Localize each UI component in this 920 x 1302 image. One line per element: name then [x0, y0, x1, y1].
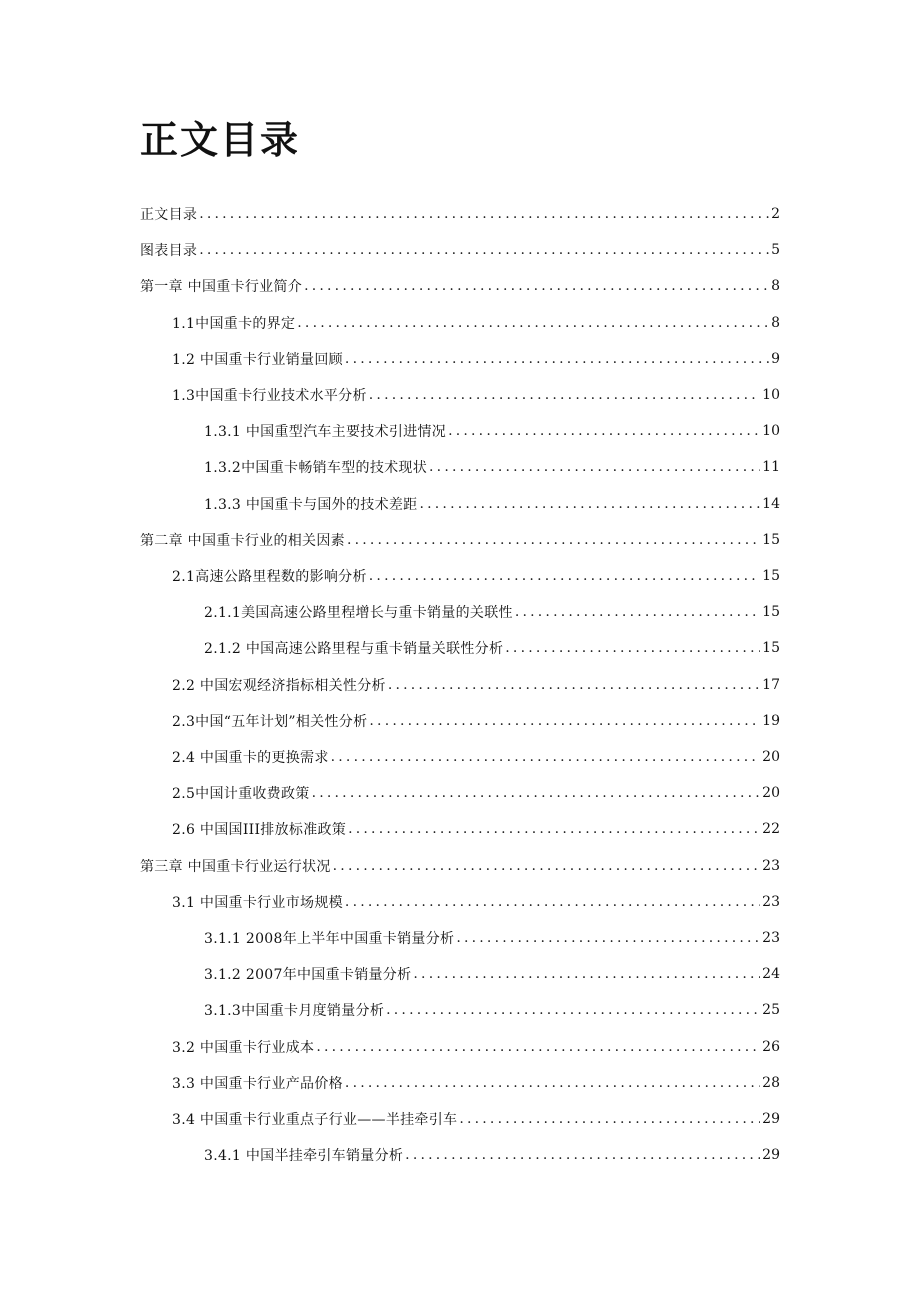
dot-leader	[369, 386, 760, 404]
dot-leader	[331, 748, 761, 766]
toc-entry-label: 3.1.2 2007年中国重卡销量分析	[204, 967, 412, 983]
toc-entry[interactable]	[204, 486, 780, 522]
dot-leader	[405, 1146, 760, 1164]
toc-entry[interactable]	[172, 775, 780, 811]
dot-leader	[369, 712, 760, 730]
toc-entry[interactable]	[172, 703, 780, 739]
toc-entry-label: 1.1中国重卡的界定	[172, 316, 296, 332]
toc-entry-page-number: 29	[762, 1111, 780, 1127]
toc-entry[interactable]	[140, 232, 780, 268]
toc-entry[interactable]	[204, 920, 780, 956]
toc-entry[interactable]	[204, 413, 780, 449]
dot-leader	[515, 603, 760, 621]
toc-entry[interactable]	[172, 811, 780, 847]
toc-entry-page-number: 20	[762, 749, 780, 765]
page-title: 正文目录	[140, 118, 301, 162]
toc-entry-label: 第二章 中国重卡行业的相关因素	[140, 533, 345, 549]
toc-entry-page-number: 23	[762, 930, 780, 946]
toc-entry-page-number: 11	[762, 459, 780, 475]
toc-entry-label: 1.2 中国重卡行业销量回顾	[172, 352, 343, 368]
dot-leader	[347, 531, 760, 549]
toc-entry-page-number: 29	[762, 1147, 780, 1163]
toc-entry-page-number: 23	[762, 894, 780, 910]
dot-leader	[333, 857, 761, 875]
toc-entry[interactable]	[204, 449, 780, 485]
toc-entry-page-number: 23	[762, 858, 780, 874]
toc-entry-label: 3.3 中国重卡行业产品价格	[172, 1076, 343, 1092]
toc-entry[interactable]	[140, 522, 780, 558]
toc-entry-label: 第三章 中国重卡行业运行状况	[140, 859, 331, 875]
toc-entry[interactable]	[140, 848, 780, 884]
toc-entry[interactable]	[140, 268, 780, 304]
toc-entry-page-number: 25	[762, 1002, 780, 1018]
dot-leader	[448, 422, 760, 440]
toc-entry[interactable]	[172, 377, 780, 413]
toc-entry-label: 1.3.1 中国重型汽车主要技术引进情况	[204, 424, 447, 440]
toc-entry-label: 3.1 中国重卡行业市场规模	[172, 895, 343, 911]
toc-entry-page-number: 19	[762, 713, 780, 729]
toc-entry-page-number: 24	[762, 966, 780, 982]
toc-entry-label: 3.1.1 2008年上半年中国重卡销量分析	[204, 931, 455, 947]
dot-leader	[505, 639, 760, 657]
toc-entry-label: 1.3中国重卡行业技术水平分析	[172, 388, 367, 404]
toc-entry[interactable]	[172, 667, 780, 703]
toc-entry[interactable]	[172, 739, 780, 775]
toc-entry[interactable]	[204, 992, 780, 1028]
dot-leader	[345, 1074, 760, 1092]
toc-entry[interactable]	[140, 196, 780, 232]
dot-leader	[304, 277, 769, 295]
toc-entry-page-number: 22	[762, 821, 780, 837]
toc-entry-label: 2.1.2 中国高速公路里程与重卡销量关联性分析	[204, 641, 504, 657]
toc-entry[interactable]	[204, 1137, 780, 1173]
dot-leader	[413, 965, 760, 983]
toc-entry-page-number: 14	[762, 496, 780, 512]
toc-entry-page-number: 20	[762, 785, 780, 801]
dot-leader	[386, 1001, 760, 1019]
toc-entry-label: 2.2 中国宏观经济指标相关性分析	[172, 678, 386, 694]
toc-entry-page-number: 15	[762, 532, 780, 548]
toc-entry-label: 2.3中国“五年计划”相关性分析	[172, 714, 368, 730]
toc-entry-page-number: 10	[762, 387, 780, 403]
dot-leader	[297, 314, 769, 332]
toc-entry[interactable]	[172, 341, 780, 377]
toc-entry-label: 3.2 中国重卡行业成本	[172, 1040, 315, 1056]
toc-entry-label: 3.1.3中国重卡月度销量分析	[204, 1003, 385, 1019]
dot-leader	[456, 929, 760, 947]
toc-entry-label: 3.4 中国重卡行业重点子行业——半挂牵引车	[172, 1112, 458, 1128]
toc-entry-page-number: 17	[762, 677, 780, 693]
dot-leader	[388, 676, 760, 694]
toc-entry-label: 2.1.1美国高速公路里程增长与重卡销量的关联性	[204, 605, 513, 621]
dot-leader	[429, 458, 760, 476]
toc-entry-page-number: 28	[762, 1075, 780, 1091]
toc-entry-page-number: 26	[762, 1039, 780, 1055]
toc-entry[interactable]	[172, 1029, 780, 1065]
toc-entry[interactable]	[172, 558, 780, 594]
toc-entry-label: 2.5中国计重收费政策	[172, 786, 310, 802]
dot-leader	[345, 350, 769, 368]
dot-leader	[345, 893, 760, 911]
toc-entry-page-number: 9	[771, 351, 780, 367]
toc-entry-label: 图表目录	[140, 243, 198, 259]
toc-entry-label: 正文目录	[140, 207, 198, 223]
toc-entry[interactable]	[204, 630, 780, 666]
toc-entry[interactable]	[172, 305, 780, 341]
toc-entry-label: 第一章 中国重卡行业简介	[140, 279, 303, 295]
dot-leader	[459, 1110, 760, 1128]
toc-entry-label: 2.6 中国国III排放标准政策	[172, 822, 347, 838]
dot-leader	[199, 205, 769, 223]
dot-leader	[312, 784, 761, 802]
toc-entry[interactable]	[204, 956, 780, 992]
dot-leader	[316, 1038, 760, 1056]
toc-entry-page-number: 10	[762, 423, 780, 439]
toc-entry-label: 2.4 中国重卡的更换需求	[172, 750, 329, 766]
toc-entry-page-number: 8	[771, 278, 780, 294]
toc-entry-label: 2.1高速公路里程数的影响分析	[172, 569, 367, 585]
toc-entry-label: 1.3.2中国重卡畅销车型的技术现状	[204, 460, 428, 476]
toc-entry[interactable]	[204, 594, 780, 630]
toc-entry-page-number: 8	[771, 315, 780, 331]
toc-entry-page-number: 2	[771, 206, 780, 222]
toc-entry[interactable]	[172, 1065, 780, 1101]
toc-entry-page-number: 15	[762, 568, 780, 584]
toc-entry-page-number: 15	[762, 604, 780, 620]
toc-entry-label: 3.4.1 中国半挂牵引车销量分析	[204, 1148, 404, 1164]
toc-entry[interactable]	[172, 1101, 780, 1137]
dot-leader	[369, 567, 760, 585]
toc-entry-page-number: 5	[771, 242, 780, 258]
dot-leader	[419, 495, 760, 513]
toc-entry-page-number: 15	[762, 640, 780, 656]
toc-entry-label: 1.3.3 中国重卡与国外的技术差距	[204, 497, 418, 513]
dot-leader	[199, 241, 769, 259]
dot-leader	[348, 820, 760, 838]
toc-entry[interactable]	[172, 884, 780, 920]
